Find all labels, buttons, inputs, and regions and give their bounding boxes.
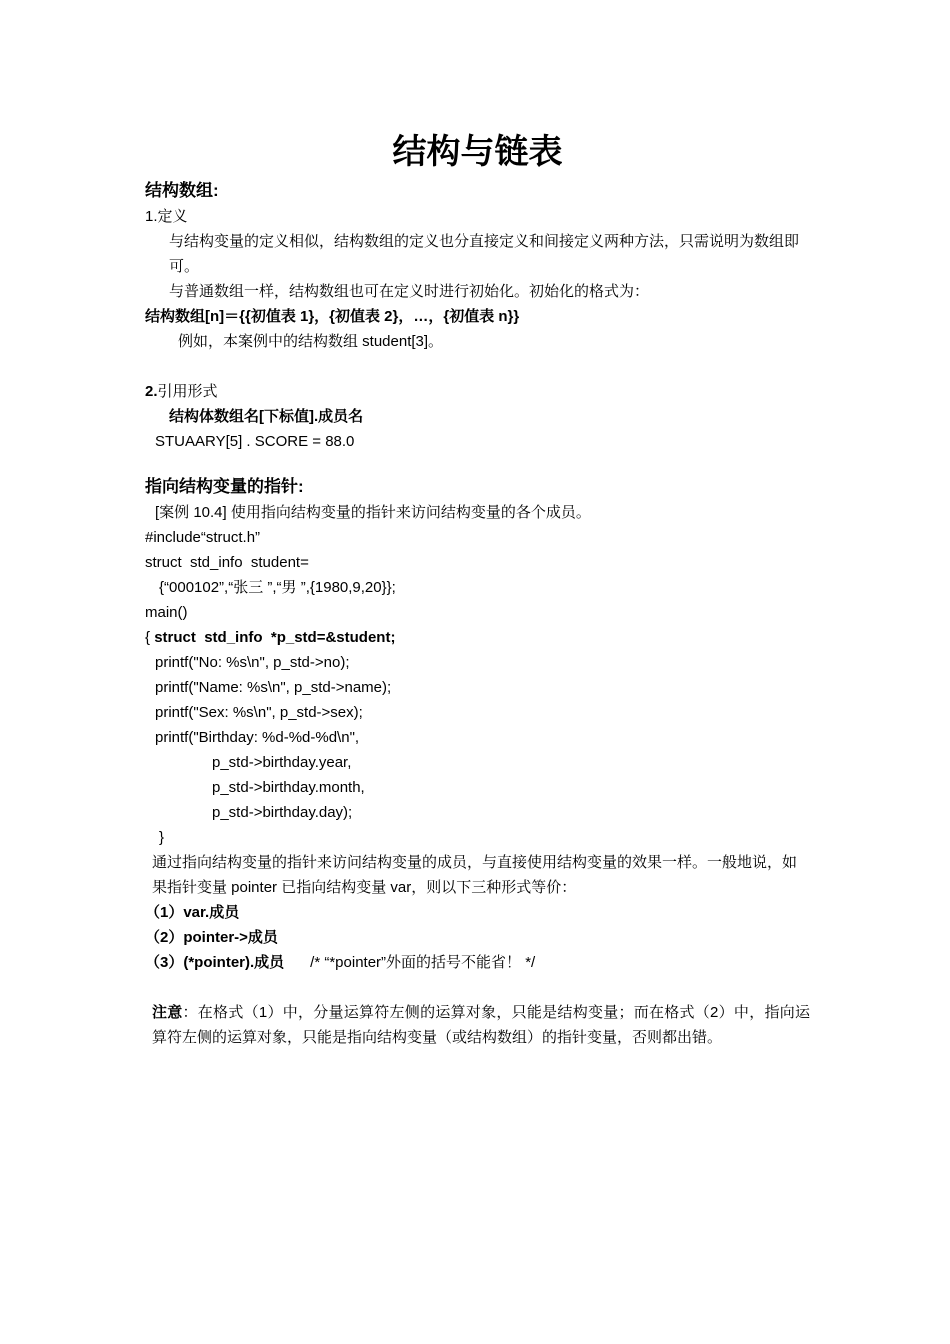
document-body — [145, 126, 810, 1050]
form-3-line — [145, 950, 810, 975]
form-3-comment: /* “*pointer”外面的括号不能省！ */ — [310, 954, 536, 971]
note-text: ：在格式（1）中，分量运算符左侧的运算对象，只能是结构变量；而在格式（2）中，指向运算符左侧的运算对象，只能是指向结构变量（或结构数组）的指针变量，否则都出错。 — [152, 1004, 810, 1046]
example-line: 例如，本案例中的结构数组 student[3]。 — [178, 333, 444, 350]
reference-label — [145, 379, 810, 404]
code-line-arg-year: p_std->birthday.year, — [212, 754, 352, 771]
explanation-paragraph: 通过指向结构变量的指针来访问结构变量的成员，与直接使用结构变量的效果一样。一般地说，如果指针变量 pointer 已指向结构变量 var，则以下三种形式等价： — [152, 854, 798, 896]
spacer — [145, 454, 810, 474]
code-line-brace-close: } — [159, 829, 165, 846]
code-line-decl: struct std_info student= — [145, 554, 309, 571]
definition-paragraph-2: 与普通数组一样，结构数组也可在定义时进行初始化。初始化的格式为： — [169, 283, 650, 300]
code-line-ptr — [145, 625, 810, 650]
code-line-include: #include“struct.h” — [145, 529, 261, 546]
reference-example: STUAARY[5] . SCORE = 88.0 — [155, 433, 355, 450]
code-line-main: main() — [145, 604, 188, 621]
definition-label: 1.定义 — [145, 208, 188, 225]
code-ptr-decl: struct std_info *p_std=&student; — [154, 629, 396, 646]
code-line-arg-day: p_std->birthday.day); — [212, 804, 353, 821]
note-label: 注意 — [152, 1004, 183, 1021]
code-line-printf-sex: printf("Sex: %s\n", p_std->sex); — [155, 704, 363, 721]
init-format: 结构数组[n]＝{{初值表 1}，{初值表 2}，…，{初值表 n}} — [145, 308, 520, 325]
section-heading-struct-pointer: 指向结构变量的指针: — [145, 477, 304, 496]
spacer — [145, 975, 810, 1000]
code-line-init: {“000102”,“张三 ”,“男 ”,{1980,9,20}}; — [159, 579, 396, 596]
code-line-printf-no: printf("No: %s\n", p_std->no); — [155, 654, 350, 671]
code-line-printf-name: printf("Name: %s\n", p_std->name); — [155, 679, 392, 696]
definition-paragraph-1: 与结构变量的定义相似，结构数组的定义也分直接定义和间接定义两种方法，只需说明为数组即可。 — [169, 233, 800, 275]
reference-label-number: 2. — [145, 383, 158, 400]
spacer — [145, 354, 810, 379]
case-intro: [案例 10.4] 使用指向结构变量的指针来访问结构变量的各个成员。 — [155, 504, 591, 521]
code-line-arg-month: p_std->birthday.month, — [212, 779, 365, 796]
form-2: （2）pointer->成员 — [145, 929, 278, 946]
form-3: （3）(*pointer).成员 — [145, 954, 285, 971]
section-heading-struct-array: 结构数组: — [145, 181, 219, 200]
code-line-printf-birthday: printf("Birthday: %d-%d-%d\n", — [155, 729, 360, 746]
code-brace-open: { — [145, 629, 155, 646]
note-paragraph — [145, 1000, 810, 1050]
form-1: （1）var.成员 — [145, 904, 240, 921]
reference-label-text: 引用形式 — [157, 383, 218, 400]
page-title: 结构与链表 — [392, 133, 563, 171]
reference-format: 结构体数组名[下标值].成员名 — [169, 408, 364, 425]
